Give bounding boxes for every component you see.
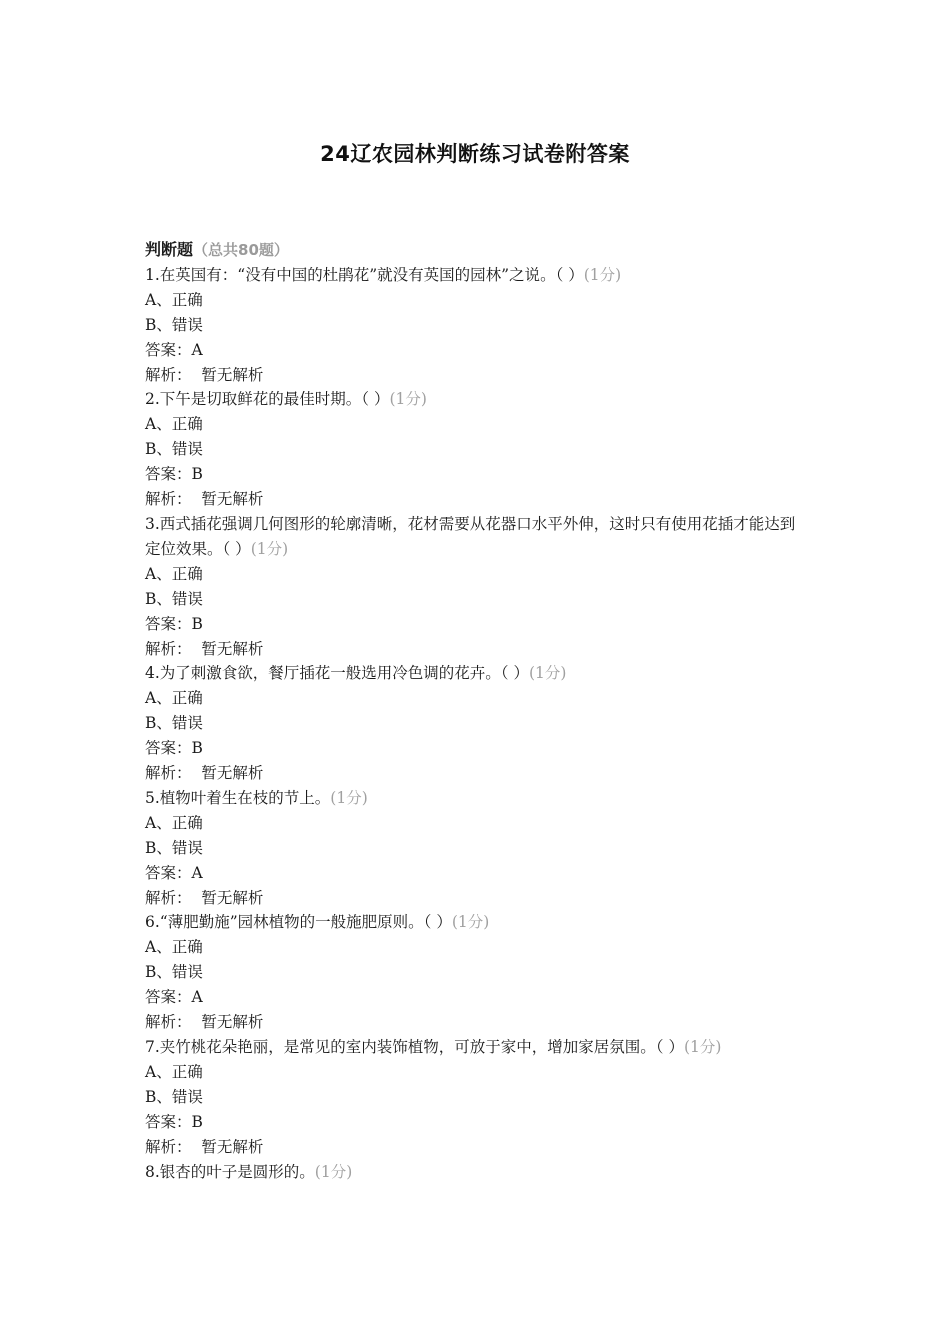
question-score: (1分) bbox=[528, 664, 567, 683]
analysis-label: 解析： bbox=[145, 1013, 192, 1032]
analysis-value: 暂无解析 bbox=[201, 639, 264, 658]
question-text: 7.夹竹桃花朵艳丽，是常见的室内装饰植物，可放于家中，增加家居氛围。（ ） bbox=[145, 1038, 684, 1056]
analysis-label: 解析： bbox=[145, 888, 192, 907]
analysis-label: 解析： bbox=[145, 639, 192, 658]
option-a: A、正确 bbox=[145, 415, 203, 434]
answer-value: B bbox=[191, 1112, 203, 1131]
question-stem bbox=[145, 512, 805, 562]
question-score: (1分) bbox=[451, 913, 490, 932]
question-stem bbox=[145, 1035, 805, 1060]
question-text: 3.西式插花强调几何图形的轮廓清晰，花材需要从花器口水平外伸，这时只有使用花插才能达到定位效果。（ ） bbox=[145, 514, 796, 558]
option-b: B、错误 bbox=[145, 315, 203, 334]
analysis-label: 解析： bbox=[145, 1137, 192, 1156]
analysis-line bbox=[145, 363, 805, 388]
question-text: 4.为了刺激食欲，餐厅插花一般选用冷色调的花卉。（ ） bbox=[145, 664, 529, 683]
option-a: A、正确 bbox=[145, 938, 203, 957]
question-text: 5.植物叶着生在枝的节上。 bbox=[145, 788, 331, 807]
section-heading: 判断题 bbox=[145, 240, 194, 259]
analysis-value: 暂无解析 bbox=[201, 1013, 264, 1032]
question-text: 6.“薄肥勤施”园林植物的一般施肥原则。（ ） bbox=[145, 913, 452, 932]
answer-line bbox=[145, 1110, 805, 1135]
answer-label: 答案： bbox=[145, 988, 192, 1007]
analysis-line bbox=[145, 637, 805, 662]
question-score: (1分) bbox=[683, 1038, 722, 1056]
document-title: 24辽农园林判断练习试卷附答案 bbox=[320, 142, 630, 166]
analysis-value: 暂无解析 bbox=[201, 764, 264, 783]
section-count: （总共80题） bbox=[193, 241, 289, 259]
analysis-line bbox=[145, 761, 805, 786]
option-a: A、正确 bbox=[145, 290, 203, 309]
option-b: B、错误 bbox=[145, 440, 203, 459]
question-stem bbox=[145, 1160, 805, 1185]
answer-label: 答案： bbox=[145, 863, 192, 882]
option-b: B、错误 bbox=[145, 589, 203, 608]
option-a: A、正确 bbox=[145, 689, 203, 708]
analysis-value: 暂无解析 bbox=[201, 490, 264, 509]
analysis-line bbox=[145, 487, 805, 512]
question-stem bbox=[145, 786, 805, 811]
question-text: 8.银杏的叶子是圆形的。 bbox=[145, 1162, 315, 1181]
answer-line bbox=[145, 736, 805, 761]
answer-value: B bbox=[191, 614, 203, 633]
question-stem bbox=[145, 661, 805, 686]
answer-value: A bbox=[191, 340, 203, 359]
option-b: B、错误 bbox=[145, 1087, 203, 1106]
answer-label: 答案： bbox=[145, 465, 192, 484]
analysis-value: 暂无解析 bbox=[201, 888, 264, 907]
question-score: (1分) bbox=[250, 539, 289, 558]
analysis-label: 解析： bbox=[145, 365, 192, 384]
question-score: (1分) bbox=[314, 1162, 353, 1181]
answer-line bbox=[145, 338, 805, 363]
answer-label: 答案： bbox=[145, 739, 192, 758]
option-b: B、错误 bbox=[145, 838, 203, 857]
answer-line bbox=[145, 462, 805, 487]
answer-line bbox=[145, 985, 805, 1010]
analysis-label: 解析： bbox=[145, 490, 192, 509]
answer-value: B bbox=[191, 465, 203, 484]
option-a: A、正确 bbox=[145, 813, 203, 832]
answer-value: B bbox=[191, 739, 203, 758]
analysis-value: 暂无解析 bbox=[201, 365, 264, 384]
section-header bbox=[145, 238, 805, 263]
question-text: 2.下午是切取鲜花的最佳时期。（ ） bbox=[145, 390, 390, 409]
analysis-value: 暂无解析 bbox=[201, 1137, 264, 1156]
question-score: (1分) bbox=[583, 265, 622, 284]
analysis-line bbox=[145, 1010, 805, 1035]
answer-label: 答案： bbox=[145, 340, 192, 359]
answer-value: A bbox=[191, 863, 203, 882]
answer-label: 答案： bbox=[145, 614, 192, 633]
analysis-line bbox=[145, 1135, 805, 1160]
answer-line bbox=[145, 612, 805, 637]
answer-label: 答案： bbox=[145, 1112, 192, 1131]
question-score: (1分) bbox=[389, 390, 427, 409]
analysis-line bbox=[145, 886, 805, 911]
option-a: A、正确 bbox=[145, 564, 203, 583]
question-stem bbox=[145, 263, 805, 288]
analysis-label: 解析： bbox=[145, 764, 192, 783]
question-list bbox=[145, 238, 805, 1184]
option-b: B、错误 bbox=[145, 714, 203, 733]
question-text: 1.在英国有：“没有中国的杜鹃花”就没有英国的园林”之说。（ ） bbox=[145, 265, 584, 284]
option-b: B、错误 bbox=[145, 963, 203, 982]
answer-line bbox=[145, 861, 805, 886]
question-stem bbox=[145, 387, 805, 412]
question-score: (1分) bbox=[330, 788, 368, 807]
option-a: A、正确 bbox=[145, 1062, 203, 1081]
question-stem bbox=[145, 910, 805, 935]
answer-value: A bbox=[191, 988, 203, 1007]
